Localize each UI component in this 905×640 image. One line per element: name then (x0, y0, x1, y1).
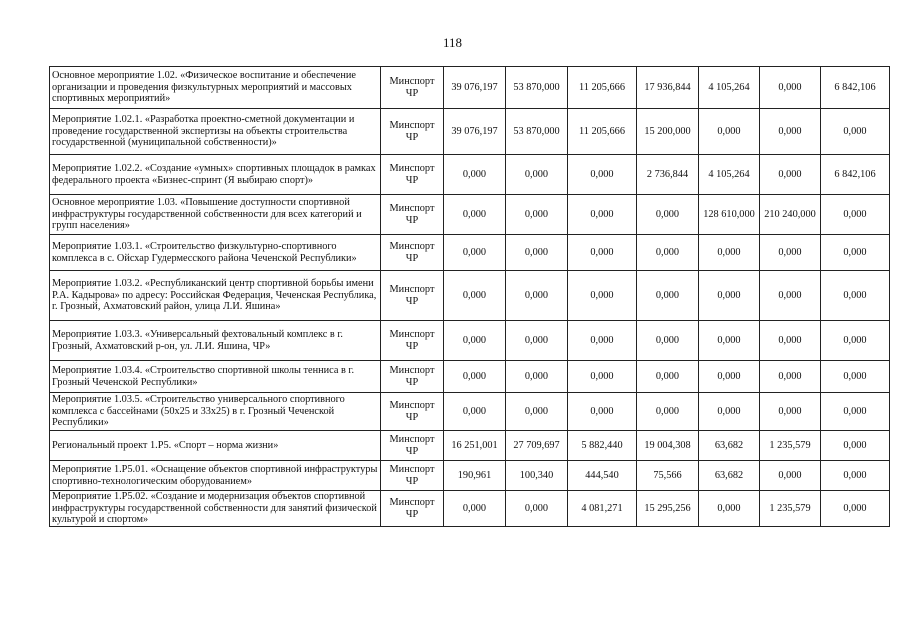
value-cell: 0,000 (444, 491, 506, 527)
value-cell: 0,000 (760, 321, 821, 361)
value-cell: 0,000 (444, 393, 506, 431)
measure-name-cell: Региональный проект 1.P5. «Спорт – норма жизни» (50, 431, 381, 461)
value-cell: 0,000 (821, 361, 890, 393)
value-cell: 4 105,264 (699, 67, 760, 109)
value-cell: 0,000 (821, 393, 890, 431)
value-cell: 0,000 (760, 155, 821, 195)
value-cell: 210 240,000 (760, 195, 821, 235)
value-cell: 0,000 (568, 361, 637, 393)
value-cell: 0,000 (444, 195, 506, 235)
value-cell: 0,000 (821, 109, 890, 155)
value-cell: 0,000 (637, 321, 699, 361)
page-number: 118 (442, 35, 463, 50)
value-cell: 75,566 (637, 461, 699, 491)
value-cell: 0,000 (444, 155, 506, 195)
value-cell: 0,000 (568, 393, 637, 431)
executor-cell: Минспорт ЧР (381, 155, 444, 195)
value-cell: 53 870,000 (506, 109, 568, 155)
table-row (50, 321, 890, 361)
value-cell: 0,000 (506, 271, 568, 321)
value-cell: 0,000 (568, 321, 637, 361)
value-cell: 0,000 (821, 461, 890, 491)
executor-cell: Минспорт ЧР (381, 491, 444, 527)
value-cell: 6 842,106 (821, 67, 890, 109)
value-cell: 0,000 (699, 109, 760, 155)
table-row (50, 491, 890, 527)
measure-name-cell: Мероприятие 1.02.1. «Разработка проектно-сметной документации и проведение государственной экспертизы на объекты строительства государственной (муниципальной собственности)» (50, 109, 381, 155)
table-row (50, 361, 890, 393)
value-cell: 444,540 (568, 461, 637, 491)
value-cell: 0,000 (444, 271, 506, 321)
value-cell: 2 736,844 (637, 155, 699, 195)
value-cell: 16 251,001 (444, 431, 506, 461)
value-cell: 0,000 (699, 361, 760, 393)
value-cell: 63,682 (699, 431, 760, 461)
value-cell: 0,000 (506, 155, 568, 195)
measure-name-cell: Мероприятие 1.03.5. «Строительство универсального спортивного комплекса с бассейнами (50x25 и 33x25) в г. Грозный Чеченской Республики» (50, 393, 381, 431)
value-cell: 11 205,666 (568, 67, 637, 109)
value-cell: 0,000 (637, 195, 699, 235)
table-row (50, 155, 890, 195)
measure-name-cell: Основное мероприятие 1.03. «Повышение доступности спортивной инфраструктуры государственной собственности для всех категорий и групп населения» (50, 195, 381, 235)
value-cell: 0,000 (568, 155, 637, 195)
value-cell: 128 610,000 (699, 195, 760, 235)
value-cell: 1 235,579 (760, 431, 821, 461)
table-row (50, 109, 890, 155)
measure-name-cell: Мероприятие 1.02.2. «Создание «умных» спортивных площадок в рамках федерального проекта «Бизнес-спринт (Я выбираю спорт)» (50, 155, 381, 195)
value-cell: 0,000 (637, 271, 699, 321)
value-cell: 27 709,697 (506, 431, 568, 461)
measure-name-cell: Мероприятие 1.03.1. «Строительство физкультурно-спортивного комплекса в с. Ойсхар Гудермесского района Чеченской Республики» (50, 235, 381, 271)
value-cell: 17 936,844 (637, 67, 699, 109)
value-cell: 0,000 (444, 321, 506, 361)
executor-cell: Минспорт ЧР (381, 235, 444, 271)
table-row (50, 461, 890, 491)
value-cell: 0,000 (637, 361, 699, 393)
value-cell: 39 076,197 (444, 109, 506, 155)
value-cell: 0,000 (444, 361, 506, 393)
value-cell: 0,000 (821, 321, 890, 361)
value-cell: 63,682 (699, 461, 760, 491)
executor-cell: Минспорт ЧР (381, 67, 444, 109)
value-cell: 0,000 (699, 491, 760, 527)
value-cell: 0,000 (506, 195, 568, 235)
table-row (50, 431, 890, 461)
value-cell: 100,340 (506, 461, 568, 491)
value-cell: 0,000 (821, 271, 890, 321)
value-cell: 0,000 (760, 67, 821, 109)
value-cell: 0,000 (637, 393, 699, 431)
value-cell: 4 105,264 (699, 155, 760, 195)
value-cell: 15 295,256 (637, 491, 699, 527)
table-row (50, 393, 890, 431)
value-cell: 190,961 (444, 461, 506, 491)
value-cell: 0,000 (637, 235, 699, 271)
value-cell: 0,000 (568, 235, 637, 271)
table-row (50, 235, 890, 271)
executor-cell: Минспорт ЧР (381, 393, 444, 431)
value-cell: 0,000 (821, 235, 890, 271)
measure-name-cell: Мероприятие 1.03.4. «Строительство спортивной школы тенниса в г. Грозный Чеченской Республики» (50, 361, 381, 393)
value-cell: 0,000 (506, 235, 568, 271)
table-row (50, 67, 890, 109)
executor-cell: Минспорт ЧР (381, 271, 444, 321)
value-cell: 0,000 (506, 361, 568, 393)
value-cell: 0,000 (760, 271, 821, 321)
value-cell: 19 004,308 (637, 431, 699, 461)
value-cell: 0,000 (699, 321, 760, 361)
value-cell: 6 842,106 (821, 155, 890, 195)
value-cell: 0,000 (821, 491, 890, 527)
table-row (50, 195, 890, 235)
measure-name-cell: Мероприятие 1.P5.01. «Оснащение объектов спортивной инфраструктуры спортивно-технологическим оборудованием» (50, 461, 381, 491)
value-cell: 0,000 (760, 235, 821, 271)
value-cell: 39 076,197 (444, 67, 506, 109)
value-cell: 11 205,666 (568, 109, 637, 155)
value-cell: 53 870,000 (506, 67, 568, 109)
value-cell: 0,000 (760, 109, 821, 155)
value-cell: 0,000 (506, 491, 568, 527)
value-cell: 0,000 (821, 431, 890, 461)
value-cell: 0,000 (760, 461, 821, 491)
value-cell: 5 882,440 (568, 431, 637, 461)
executor-cell: Минспорт ЧР (381, 361, 444, 393)
value-cell: 0,000 (506, 393, 568, 431)
value-cell: 0,000 (760, 361, 821, 393)
value-cell: 0,000 (444, 235, 506, 271)
value-cell: 0,000 (506, 321, 568, 361)
table-row (50, 271, 890, 321)
measure-name-cell: Основное мероприятие 1.02. «Физическое воспитание и обеспечение организации и проведения физкультурных мероприятий и массовых спортивных мероприятий» (50, 67, 381, 109)
value-cell: 0,000 (568, 195, 637, 235)
value-cell: 0,000 (821, 195, 890, 235)
value-cell: 0,000 (699, 235, 760, 271)
executor-cell: Минспорт ЧР (381, 431, 444, 461)
measure-name-cell: Мероприятие 1.03.2. «Республиканский центр спортивной борьбы имени Р.А. Кадырова» по адресу: Российская Федерация, Чеченская Республика, г. Грозный, Ахматовский район, улица Л.И. Яшина» (50, 271, 381, 321)
executor-cell: Минспорт ЧР (381, 109, 444, 155)
executor-cell: Минспорт ЧР (381, 195, 444, 235)
value-cell: 0,000 (699, 271, 760, 321)
value-cell: 4 081,271 (568, 491, 637, 527)
budget-table (49, 66, 890, 527)
measure-name-cell: Мероприятие 1.03.3. «Универсальный фехтовальный комплекс в г. Грозный, Ахматовский р-он, ул. Л.И. Яшина, ЧР» (50, 321, 381, 361)
executor-cell: Минспорт ЧР (381, 461, 444, 491)
value-cell: 0,000 (699, 393, 760, 431)
executor-cell: Минспорт ЧР (381, 321, 444, 361)
measure-name-cell: Мероприятие 1.P5.02. «Создание и модернизация объектов спортивной инфраструктуры государственной собственности для занятий физической культурой и спортом» (50, 491, 381, 527)
value-cell: 1 235,579 (760, 491, 821, 527)
value-cell: 15 200,000 (637, 109, 699, 155)
value-cell: 0,000 (568, 271, 637, 321)
value-cell: 0,000 (760, 393, 821, 431)
